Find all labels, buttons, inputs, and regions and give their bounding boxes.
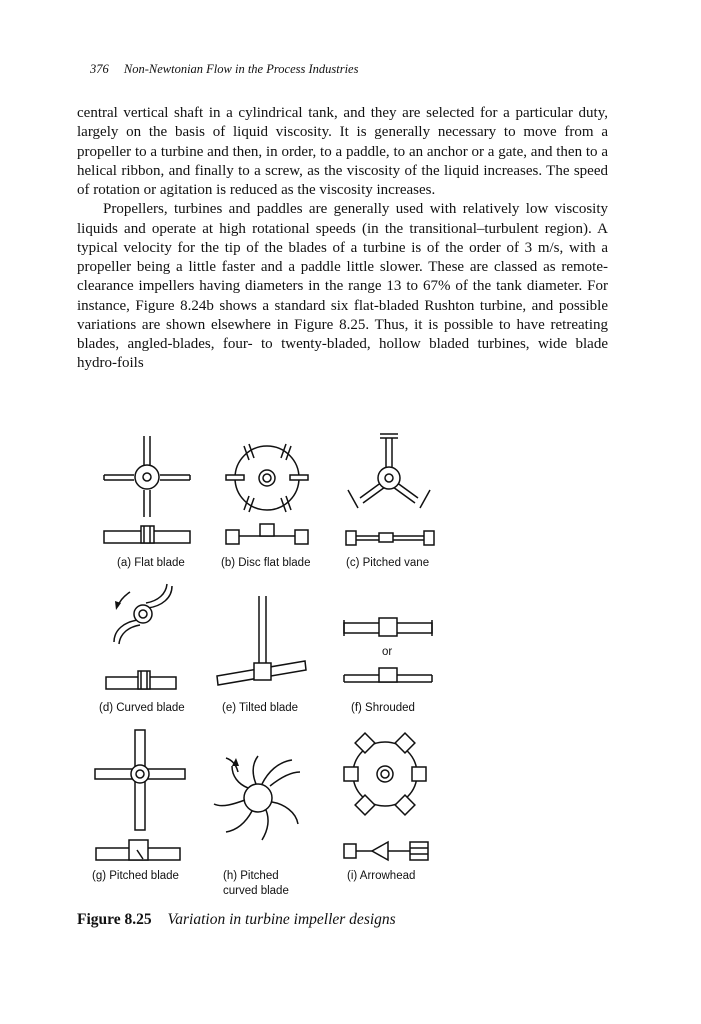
paragraph-2: Propellers, turbines and paddles are generally used with relatively low viscosity liquids and operate at high rotational speeds (in the transitional–turbulent region). A typical velocity for the tip of the blades of a turbine is of the order of 3 m/s, with a propeller being a little faster and a paddle little slower. These are classed as remote-clearance impellers having diameters in the range 13 to 67% of the tank diameter. For instance, Figure 8.24b shows a standard six flat-bladed Rushton turbine, and possible variations are shown elsewhere in Figure 8.25. Thus, it is possible to have retreating blades, angled-blades, four- to twenty-bladed, hollow bladed turbines, wide blade hydro-foils <box>77 201 608 372</box>
pitched-curved-blade-label-line2: curved blade <box>223 885 289 897</box>
tilted-blade-label: (e) Tilted blade <box>222 702 299 714</box>
body-text <box>77 104 608 374</box>
pitched-vane-impeller-diagram <box>346 434 434 545</box>
figure-title: Variation in turbine impeller designs <box>167 911 396 928</box>
running-header <box>90 62 358 77</box>
disc-flat-blade-impeller-diagram <box>226 444 308 544</box>
tilted-blade-impeller-diagram <box>217 596 306 685</box>
figure-number: Figure 8.25 <box>77 911 152 928</box>
pitched-blade-impeller-diagram <box>95 730 185 860</box>
impeller-figure <box>0 420 701 910</box>
curved-blade-impeller-diagram <box>106 584 176 689</box>
figure-caption <box>77 911 396 929</box>
curved-blade-label: (d) Curved blade <box>99 702 185 714</box>
pitched-curved-blade-impeller-diagram <box>214 756 300 840</box>
shrouded-label: (f) Shrouded <box>351 702 415 714</box>
running-title: Non-Newtonian Flow in the Process Industries <box>123 62 359 76</box>
flat-blade-impeller-diagram <box>104 436 190 543</box>
pitched-vane-label: (c) Pitched vane <box>346 557 430 569</box>
pitched-curved-blade-label-line1: (h) Pitched <box>223 870 279 882</box>
disc-flat-blade-label: (b) Disc flat blade <box>221 557 311 569</box>
flat-blade-label: (a) Flat blade <box>117 557 185 569</box>
arrowhead-label: (i) Arrowhead <box>347 870 416 882</box>
or-text: or <box>382 646 393 658</box>
pitched-blade-label: (g) Pitched blade <box>92 870 179 882</box>
arrowhead-impeller-diagram <box>344 733 428 860</box>
page-number: 376 <box>90 62 109 76</box>
paragraph-1: central vertical shaft in a cylindrical tank, and they are selected for a particular duty, largely on the basis of liquid viscosity. It is generally necessary to move from a propeller to a turbine and then, in order, to a paddle, to an anchor or a gate, and then to a helical ribbon, and finally to a screw, as the viscosity of the liquid increases. The speed of rotation or agitation is reduced as the viscosity increases. <box>77 105 608 198</box>
